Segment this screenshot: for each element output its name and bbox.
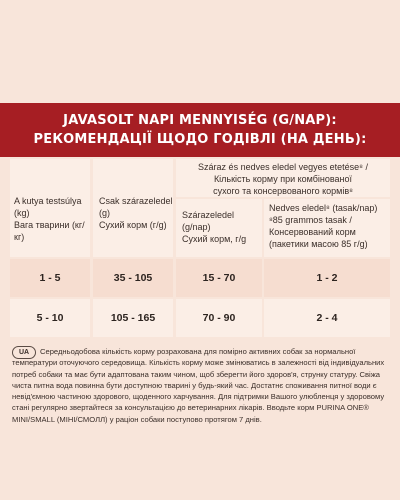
header-dry-only-ua: Сухий корм (г/g) [99,220,167,230]
row2-weight: 5 - 10 [10,299,90,337]
title-hungarian: JAVASOLT NAPI MENNYISÉG (G/NAP): [63,113,337,128]
header-mixed-hu: Száraz és nedves eledel vegyes etetése⁸ / [198,162,368,172]
subheader-wet-pouch: ⁸85 grammos tasak / [269,215,352,225]
row2-wet-pouches: 2 - 4 [264,299,390,337]
header-dry-only-cell [93,159,173,257]
subheader-dry-ua: Сухий корм, г/g [182,234,247,244]
subheader-wet-ua-pouch: (пакетики масою 85 г/g) [269,239,368,249]
feeding-note-ua: Середньодобова кількість корму розрахована для помірно активних собак за нормальної температури оточуючого середовища. Кількість корму може змінюватись в залежності від індивідуальних потреб собаки та має бути адаптована таким чином, щоб зберегти його здоров'я, струнку статуру. Свіжа чиста питна вода повинна бути доступною тварині у будь-який час. Достатнє споживання питної води є невід'ємною частиною здорового, щоденного харчування. Для підтримки Вашого улюбленця у здоровому стані регулярно звертайтеся за консультацією до ветеринарних лікарів. Вводьте корм PURINA ONE® MINI/SMALL (МІНІ/СМОЛЛ) у раціон собаки поступово протягом 7 днів. [12,347,385,424]
header-weight-hu: A kutya testsúlya (kg) [14,196,82,218]
row1-weight: 1 - 5 [10,259,90,297]
header-mixed-ua-1: Кількість корму при комбінованої [213,174,353,184]
subheader-wet-cell [264,199,390,257]
title-ukrainian: РЕКОМЕНДАЦІЇ ЩОДО ГОДІВЛІ (НА ДЕНЬ): [33,132,367,147]
subheader-dry-cell [176,199,262,257]
ua-language-badge: UA [12,346,36,359]
subheader-wet-hu: Nedves eledel⁸ (tasak/nap) [269,203,378,213]
row1-dry-only: 35 - 105 [93,259,173,297]
header-weight-ua: Вага тварини (кг/кг) [14,220,85,242]
subheader-dry-hu: Szárazeledel (g/nap) [182,210,235,232]
row2-dry-mixed: 70 - 90 [176,299,262,337]
row1-wet-pouches: 1 - 2 [264,259,390,297]
subheader-wet-ua: Консервований корм [269,227,356,237]
header-dry-only-hu: Csak szárazeledel (g) [99,196,173,218]
row1-dry-mixed: 15 - 70 [176,259,262,297]
header-mixed-cell [176,159,390,197]
row2-dry-only: 105 - 165 [93,299,173,337]
feeding-title-banner [0,103,400,157]
header-mixed-ua-2: сухого та консервованого кормів⁸ [213,186,353,196]
header-weight-cell [10,159,90,257]
